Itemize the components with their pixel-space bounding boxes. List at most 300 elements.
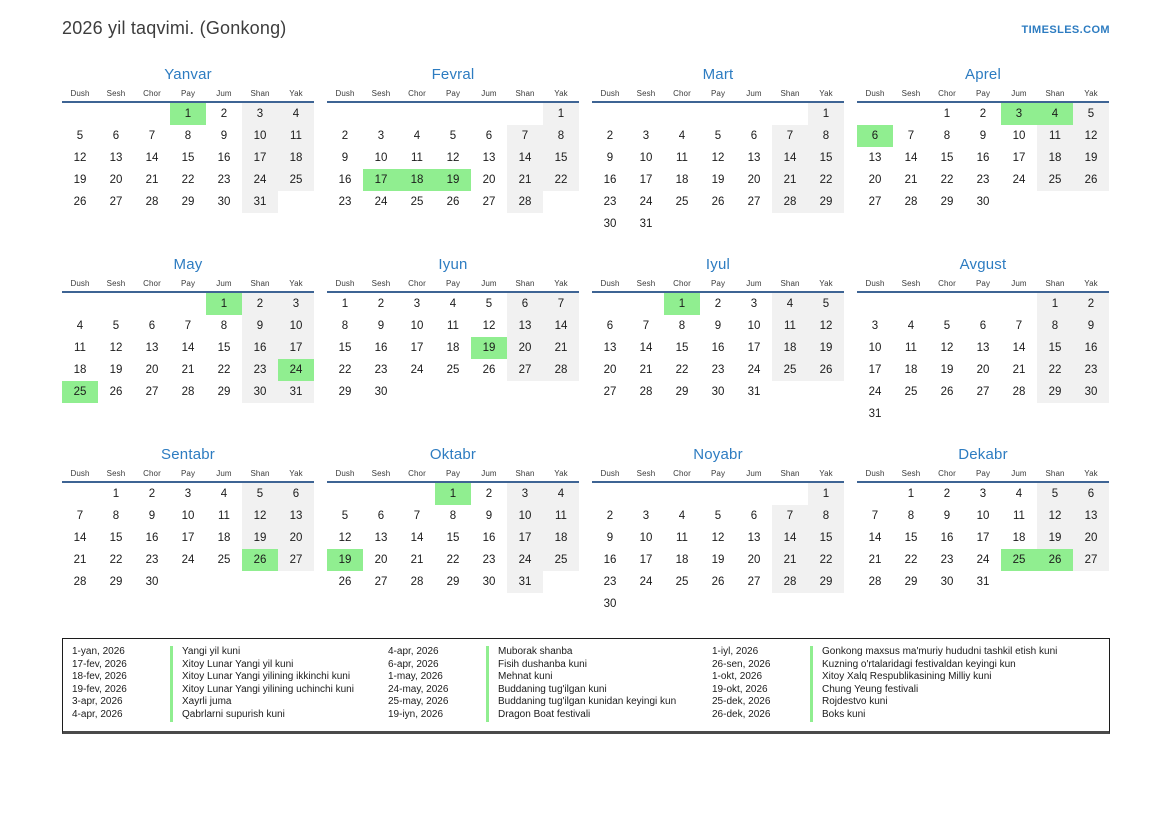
day-cell: 6 (750, 510, 758, 522)
day-cell: 1 (907, 488, 915, 500)
day-cell: 1 (112, 488, 120, 500)
day-cell: 7 (772, 505, 808, 527)
day-cell: 7 (148, 130, 156, 142)
weekday-label: Chor (408, 279, 426, 288)
day-cell: 6 (750, 130, 758, 142)
day-cell: 2 (714, 298, 722, 310)
day-cell: 30 (940, 576, 954, 588)
legend-entry (72, 671, 388, 684)
holiday-day-cell: 1 (170, 103, 206, 125)
day-cell: 17 (410, 342, 424, 354)
weekday-label: Jum (216, 469, 232, 478)
day-cell: 22 (904, 554, 918, 566)
day-cell: 12 (482, 320, 496, 332)
day-cell: 30 (1073, 381, 1109, 403)
day-cell: 2 (606, 130, 614, 142)
day-cell: 28 (639, 386, 653, 398)
day-cell: 9 (979, 130, 987, 142)
weekday-label: Shan (250, 279, 270, 288)
day-cell: 11 (447, 320, 459, 332)
day-cell: 10 (242, 125, 278, 147)
day-cell: 27 (1073, 549, 1109, 571)
weekday-header-row (857, 89, 1109, 103)
day-cell: 12 (1073, 125, 1109, 147)
day-cell: 10 (507, 505, 543, 527)
weekday-label: Shan (250, 469, 270, 478)
legend-entry-date: 1-okt, 2026 (712, 671, 763, 683)
day-cell: 28 (772, 571, 808, 593)
day-cell: 15 (1037, 337, 1073, 359)
day-cell: 3 (507, 483, 543, 505)
day-cell: 18 (543, 527, 579, 549)
day-cell: 12 (446, 152, 460, 164)
day-cell: 14 (181, 342, 195, 354)
day-cell: 18 (217, 532, 231, 544)
day-cell: 20 (868, 174, 882, 186)
day-cell: 7 (413, 510, 421, 522)
weekday-label: Yak (1084, 469, 1098, 478)
weekday-label: Jum (746, 279, 762, 288)
day-cell: 3 (278, 293, 314, 315)
day-cell: 5 (1037, 483, 1073, 505)
day-cell: 23 (1073, 359, 1109, 381)
day-cell: 1 (543, 103, 579, 125)
day-cell: 8 (220, 320, 228, 332)
day-cell: 14 (772, 147, 808, 169)
month-avgust (857, 256, 1109, 425)
weekday-header-row (857, 279, 1109, 293)
day-cell: 7 (642, 320, 650, 332)
day-cell: 2 (220, 108, 228, 120)
weekday-header-row (62, 469, 314, 483)
holiday-day-cell: 1 (664, 293, 700, 315)
day-cell: 19 (109, 364, 123, 376)
site-link[interactable]: TIMESLES.COM (1021, 24, 1110, 36)
weekday-label: Jum (1011, 469, 1027, 478)
weekday-label: Dush (335, 279, 355, 288)
empty-cell (435, 103, 471, 125)
day-cell: 18 (278, 147, 314, 169)
day-cell: 9 (714, 320, 722, 332)
month-oktabr (327, 446, 579, 615)
day-cell: 23 (976, 174, 990, 186)
empty-cell (592, 293, 628, 315)
weekday-label: Pay (445, 89, 461, 98)
day-cell: 15 (446, 532, 460, 544)
weekday-label: Shan (250, 89, 270, 98)
weekday-label: Yak (1084, 279, 1098, 288)
day-cell: 28 (181, 386, 195, 398)
day-cell: 4 (278, 103, 314, 125)
weekday-label: Sesh (636, 89, 656, 98)
empty-cell (857, 103, 893, 125)
day-cell: 18 (675, 174, 689, 186)
day-cell: 16 (242, 337, 278, 359)
day-cell: 3 (184, 488, 192, 500)
day-cell: 3 (413, 298, 421, 310)
day-cell: 30 (145, 576, 159, 588)
weekday-label: Sesh (901, 279, 921, 288)
day-cell: 31 (868, 408, 882, 420)
day-cell: 26 (940, 386, 954, 398)
weekday-label: Chor (938, 469, 956, 478)
day-cell: 20 (109, 174, 123, 186)
day-cell: 24 (181, 554, 195, 566)
day-cell: 20 (482, 174, 496, 186)
day-cell: 7 (76, 510, 84, 522)
day-cell: 22 (217, 364, 231, 376)
day-cell: 5 (242, 483, 278, 505)
day-cell: 18 (1012, 532, 1026, 544)
day-cell: 7 (543, 293, 579, 315)
day-cell: 8 (341, 320, 349, 332)
holiday-day-cell: 26 (242, 549, 278, 571)
weekday-label: Dush (865, 279, 885, 288)
day-cell: 26 (446, 196, 460, 208)
legend-entry (72, 709, 388, 722)
days-grid (592, 293, 844, 403)
weekday-label: Sesh (371, 279, 391, 288)
day-cell: 20 (603, 364, 617, 376)
day-cell: 26 (711, 196, 725, 208)
day-cell: 22 (808, 169, 844, 191)
day-cell: 16 (145, 532, 159, 544)
day-cell: 16 (976, 152, 990, 164)
day-cell: 11 (905, 342, 917, 354)
day-cell: 19 (73, 174, 87, 186)
day-cell: 25 (1037, 169, 1073, 191)
weekday-label: Jum (746, 469, 762, 478)
day-cell: 1 (808, 483, 844, 505)
day-cell: 19 (940, 364, 954, 376)
legend-entry-date: 26-sen, 2026 (712, 658, 771, 670)
day-cell: 19 (711, 554, 725, 566)
month-yanvar (62, 66, 314, 235)
day-cell: 7 (907, 130, 915, 142)
day-cell: 13 (109, 152, 123, 164)
day-cell: 6 (1073, 483, 1109, 505)
empty-cell (507, 103, 543, 125)
legend-entry-date: 1-yan, 2026 (72, 646, 125, 657)
empty-cell (592, 483, 628, 505)
day-cell: 13 (868, 152, 882, 164)
empty-cell (1001, 293, 1037, 315)
day-cell: 29 (109, 576, 123, 588)
empty-cell (700, 103, 736, 125)
day-cell: 22 (338, 364, 352, 376)
holiday-day-cell: 25 (1001, 549, 1037, 571)
day-cell: 26 (711, 576, 725, 588)
day-cell: 8 (449, 510, 457, 522)
day-cell: 8 (808, 125, 844, 147)
day-cell: 24 (639, 196, 653, 208)
day-cell: 17 (868, 364, 882, 376)
holiday-day-cell: 1 (435, 483, 471, 505)
month-title: Fevral (431, 66, 475, 83)
day-cell: 13 (1073, 505, 1109, 527)
day-cell: 12 (711, 152, 725, 164)
day-cell: 6 (979, 320, 987, 332)
empty-cell (471, 103, 507, 125)
month-iyul (592, 256, 844, 425)
weekday-label: Shan (1045, 469, 1065, 478)
weekday-label: Sesh (636, 279, 656, 288)
day-cell: 28 (1012, 386, 1026, 398)
weekday-label: Yak (819, 279, 833, 288)
day-cell: 5 (808, 293, 844, 315)
holiday-day-cell: 1 (206, 293, 242, 315)
day-cell: 8 (808, 505, 844, 527)
weekday-label: Chor (143, 89, 161, 98)
day-cell: 3 (979, 488, 987, 500)
day-cell: 29 (904, 576, 918, 588)
month-mart (592, 66, 844, 235)
day-cell: 5 (714, 510, 722, 522)
page-header (0, 0, 1169, 39)
legend-entry-date: 19-iyn, 2026 (388, 708, 444, 720)
day-cell: 14 (868, 532, 882, 544)
day-cell: 8 (543, 125, 579, 147)
day-cell: 6 (112, 130, 120, 142)
legend-entry-name: Rojdestvo kuni (810, 696, 1103, 709)
weekday-label: Sesh (636, 469, 656, 478)
day-cell: 3 (750, 298, 758, 310)
day-cell: 9 (148, 510, 156, 522)
weekday-label: Chor (143, 279, 161, 288)
day-cell: 2 (606, 510, 614, 522)
day-cell: 17 (639, 174, 653, 186)
day-cell: 21 (639, 364, 653, 376)
legend-entry (72, 646, 388, 659)
day-cell: 24 (242, 169, 278, 191)
day-cell: 17 (507, 527, 543, 549)
day-cell: 14 (145, 152, 159, 164)
day-cell: 11 (1037, 125, 1073, 147)
days-grid (62, 293, 314, 403)
weekday-header-row (592, 89, 844, 103)
day-cell: 4 (449, 298, 457, 310)
day-cell: 15 (338, 342, 352, 354)
day-cell: 12 (711, 532, 725, 544)
day-cell: 26 (338, 576, 352, 588)
day-cell: 22 (446, 554, 460, 566)
day-cell: 25 (543, 549, 579, 571)
day-cell: 5 (943, 320, 951, 332)
day-cell: 24 (1012, 174, 1026, 186)
day-cell: 26 (73, 196, 87, 208)
day-cell: 15 (181, 152, 195, 164)
day-cell: 27 (278, 549, 314, 571)
day-cell: 5 (1073, 103, 1109, 125)
year-calendar-grid (62, 66, 1110, 615)
day-cell: 16 (940, 532, 954, 544)
legend-entry-date: 18-fev, 2026 (72, 671, 127, 683)
empty-cell (363, 483, 399, 505)
day-cell: 2 (979, 108, 987, 120)
weekday-label: Dush (600, 469, 620, 478)
weekday-label: Sesh (106, 469, 126, 478)
days-grid (857, 103, 1109, 213)
day-cell: 23 (374, 364, 388, 376)
month-title: Noyabr (693, 446, 743, 463)
day-cell: 23 (482, 554, 496, 566)
legend-entry-name: Chung Yeung festivali (810, 684, 1103, 697)
empty-cell (170, 293, 206, 315)
day-cell: 27 (747, 576, 761, 588)
days-grid (327, 483, 579, 593)
day-cell: 18 (904, 364, 918, 376)
days-grid (62, 103, 314, 213)
day-cell: 28 (772, 191, 808, 213)
weekday-label: Dush (600, 279, 620, 288)
day-cell: 29 (181, 196, 195, 208)
day-cell: 5 (449, 130, 457, 142)
day-cell: 7 (871, 510, 879, 522)
day-cell: 19 (1037, 527, 1073, 549)
day-cell: 19 (1073, 147, 1109, 169)
day-cell: 10 (976, 510, 990, 522)
day-cell: 27 (976, 386, 990, 398)
legend-entry-name: Buddaning tug'ilgan kunidan keyingi kun (486, 696, 712, 709)
day-cell: 22 (940, 174, 954, 186)
day-cell: 23 (242, 359, 278, 381)
legend-entry-date: 4-apr, 2026 (388, 646, 439, 657)
day-cell: 24 (868, 386, 882, 398)
weekday-label: Shan (780, 89, 800, 98)
day-cell: 16 (603, 174, 617, 186)
day-cell: 4 (678, 130, 686, 142)
empty-cell (98, 103, 134, 125)
weekday-label: Shan (515, 469, 535, 478)
day-cell: 18 (73, 364, 87, 376)
days-grid (592, 483, 844, 615)
weekday-label: Dush (865, 469, 885, 478)
day-cell: 7 (772, 125, 808, 147)
legend-entry-date: 25-dek, 2026 (712, 696, 771, 708)
empty-cell (893, 103, 929, 125)
empty-cell (664, 103, 700, 125)
weekday-label: Jum (1011, 279, 1027, 288)
legend-entry (72, 696, 388, 709)
month-may (62, 256, 314, 425)
month-aprel (857, 66, 1109, 235)
legend-entry (712, 646, 1103, 659)
weekday-label: Yak (289, 89, 303, 98)
day-cell: 29 (446, 576, 460, 588)
empty-cell (929, 293, 965, 315)
day-cell: 16 (482, 532, 496, 544)
day-cell: 30 (482, 576, 496, 588)
day-cell: 16 (217, 152, 231, 164)
empty-cell (62, 483, 98, 505)
day-cell: 4 (907, 320, 915, 332)
weekday-label: Pay (180, 469, 196, 478)
month-title: May (173, 256, 203, 273)
legend-entry-date: 3-apr, 2026 (72, 696, 123, 708)
empty-cell (664, 483, 700, 505)
weekday-label: Pay (710, 279, 726, 288)
legend-entry-name: Boks kuni (810, 709, 1103, 722)
day-cell: 11 (676, 152, 688, 164)
day-cell: 25 (904, 386, 918, 398)
legend-entry (388, 646, 712, 659)
day-cell: 1 (1037, 293, 1073, 315)
day-cell: 8 (678, 320, 686, 332)
month-title: Dekabr (958, 446, 1008, 463)
weekday-label: Chor (673, 469, 691, 478)
day-cell: 12 (940, 342, 954, 354)
weekday-header-row (327, 279, 579, 293)
empty-cell (772, 103, 808, 125)
day-cell: 12 (808, 315, 844, 337)
weekday-header-row (592, 469, 844, 483)
weekday-label: Chor (143, 469, 161, 478)
day-cell: 20 (747, 174, 761, 186)
weekday-label: Sesh (901, 469, 921, 478)
legend-entry (72, 684, 388, 697)
day-cell: 11 (411, 152, 423, 164)
weekday-label: Sesh (371, 469, 391, 478)
weekday-label: Chor (938, 89, 956, 98)
month-title: Oktabr (429, 446, 477, 463)
day-cell: 13 (145, 342, 159, 354)
weekday-header-row (62, 279, 314, 293)
empty-cell (857, 483, 893, 505)
day-cell: 27 (868, 196, 882, 208)
days-grid (857, 293, 1109, 425)
day-cell: 19 (242, 527, 278, 549)
day-cell: 23 (145, 554, 159, 566)
month-noyabr (592, 446, 844, 615)
day-cell: 27 (145, 386, 159, 398)
legend-entry (712, 671, 1103, 684)
day-cell: 29 (1037, 381, 1073, 403)
day-cell: 13 (747, 532, 761, 544)
day-cell: 14 (73, 532, 87, 544)
day-cell: 17 (1012, 152, 1026, 164)
weekday-label: Sesh (106, 279, 126, 288)
legend-entry-date: 17-fev, 2026 (72, 658, 127, 670)
day-cell: 21 (543, 337, 579, 359)
day-cell: 13 (278, 505, 314, 527)
day-cell: 14 (507, 147, 543, 169)
day-cell: 24 (507, 549, 543, 571)
weekday-label: Yak (819, 89, 833, 98)
day-cell: 23 (940, 554, 954, 566)
days-grid (62, 483, 314, 593)
legend-entry (388, 696, 712, 709)
day-cell: 29 (217, 386, 231, 398)
day-cell: 8 (112, 510, 120, 522)
day-cell: 2 (377, 298, 385, 310)
day-cell: 10 (1012, 130, 1026, 142)
weekday-label: Pay (445, 279, 461, 288)
day-cell: 24 (374, 196, 388, 208)
day-cell: 10 (278, 315, 314, 337)
legend-entry (712, 709, 1103, 722)
day-cell: 27 (603, 386, 617, 398)
day-cell: 13 (507, 315, 543, 337)
month-title: Aprel (964, 66, 1002, 83)
day-cell: 25 (278, 169, 314, 191)
day-cell: 13 (482, 152, 496, 164)
day-cell: 8 (1037, 315, 1073, 337)
day-cell: 10 (868, 342, 882, 354)
weekday-label: Jum (216, 89, 232, 98)
legend-entry-name: Mehnat kuni (486, 671, 712, 684)
day-cell: 9 (242, 315, 278, 337)
day-cell: 16 (711, 342, 725, 354)
